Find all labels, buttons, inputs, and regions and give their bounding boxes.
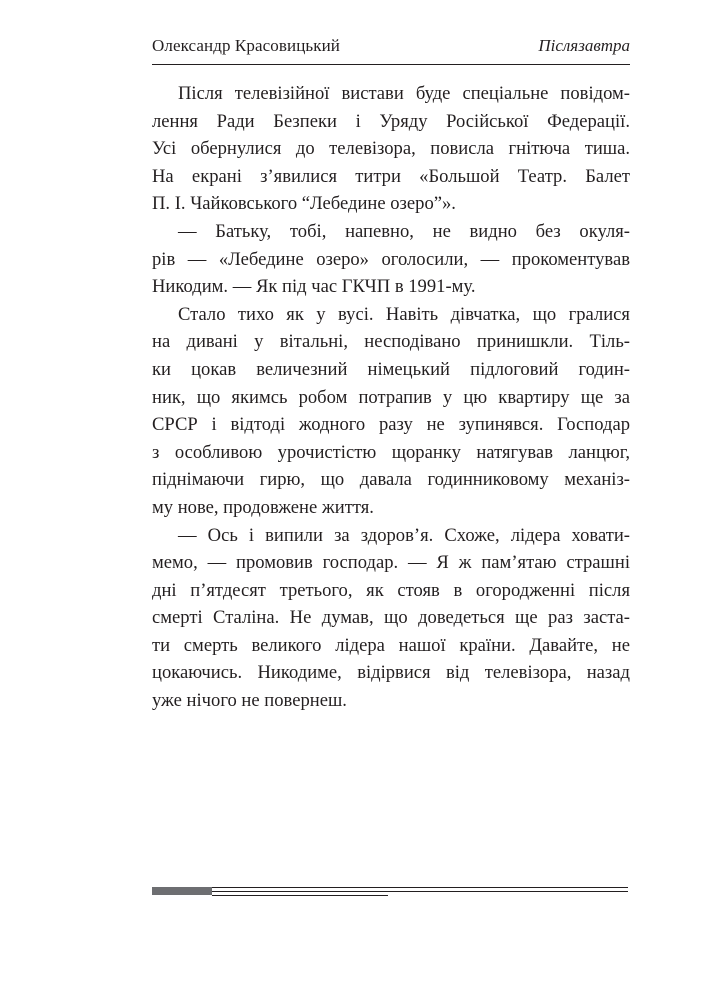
header-author: Олександр Красовицький — [152, 36, 340, 55]
text-line: лення Ради Безпеки і Уряду Російської Федерації. — [152, 110, 630, 132]
footer-rule — [212, 887, 628, 888]
text-line: — Батьку, тобі, напевно, не видно без окуля- — [178, 220, 630, 242]
text-line: Усі обернулися до телевізора, повисла гнітюча тиша. — [152, 138, 630, 160]
text-line: ки цокав величезний німецький підлоговий годин- — [152, 358, 630, 380]
text-line: дні п’ятдесят третього, як стояв в огородженні після — [152, 579, 630, 601]
text-line: рів — «Лебедине озеро» оголосили, — прокоментував — [152, 248, 630, 270]
text-line: мемо, — промовив господар. — Я ж пам’ятаю страшні — [152, 552, 630, 574]
header-book-title: Післязавтра — [538, 36, 630, 55]
footer-rule — [212, 891, 628, 892]
header-rule — [152, 64, 630, 65]
text-line: Никодим. — Як під час ГКЧП в 1991-му. — [152, 276, 476, 298]
body-text — [152, 80, 630, 715]
text-line: на дивані у вітальні, несподівано принишкли. Тіль- — [152, 331, 630, 353]
text-line: П. І. Чайковського “Лебедине озеро”». — [152, 193, 456, 215]
text-line: смерті Сталіна. Не думав, що доведеться ще раз заста- — [152, 607, 630, 629]
text-line: СРСР і відтоді жодного разу не зупинявся. Господар — [152, 414, 630, 436]
text-line: Стало тихо як у вусі. Навіть дівчатка, що гралися — [178, 303, 630, 325]
footer-rule — [212, 895, 388, 896]
text-line: ти смерть великого лідера нашої країни. Давайте, не — [152, 634, 630, 656]
running-header — [152, 36, 630, 62]
text-line: Після телевізійної вистави буде спеціальне повідом- — [178, 83, 630, 104]
text-line: му нове, продовжене життя. — [152, 496, 374, 518]
text-line: цокаючись. Никодиме, відірвися від телевізора, назад — [152, 662, 630, 684]
text-line: — Ось і випили за здоров’я. Схоже, лідера ховати- — [178, 524, 630, 546]
text-line: уже нічого не повернеш. — [152, 690, 347, 712]
text-line: з особливою урочистістю щоранку натягував ланцюг, — [152, 441, 630, 463]
text-line: На екрані з’явилися титри «Большой Театр. Балет — [152, 165, 630, 187]
footer-dark-block — [152, 887, 212, 895]
footer-decoration — [152, 885, 628, 899]
text-line: ник, що якимсь робом потрапив у цю квартиру ще за — [152, 386, 630, 408]
text-line: піднімаючи гирю, що давала годинниковому механіз- — [152, 469, 630, 491]
